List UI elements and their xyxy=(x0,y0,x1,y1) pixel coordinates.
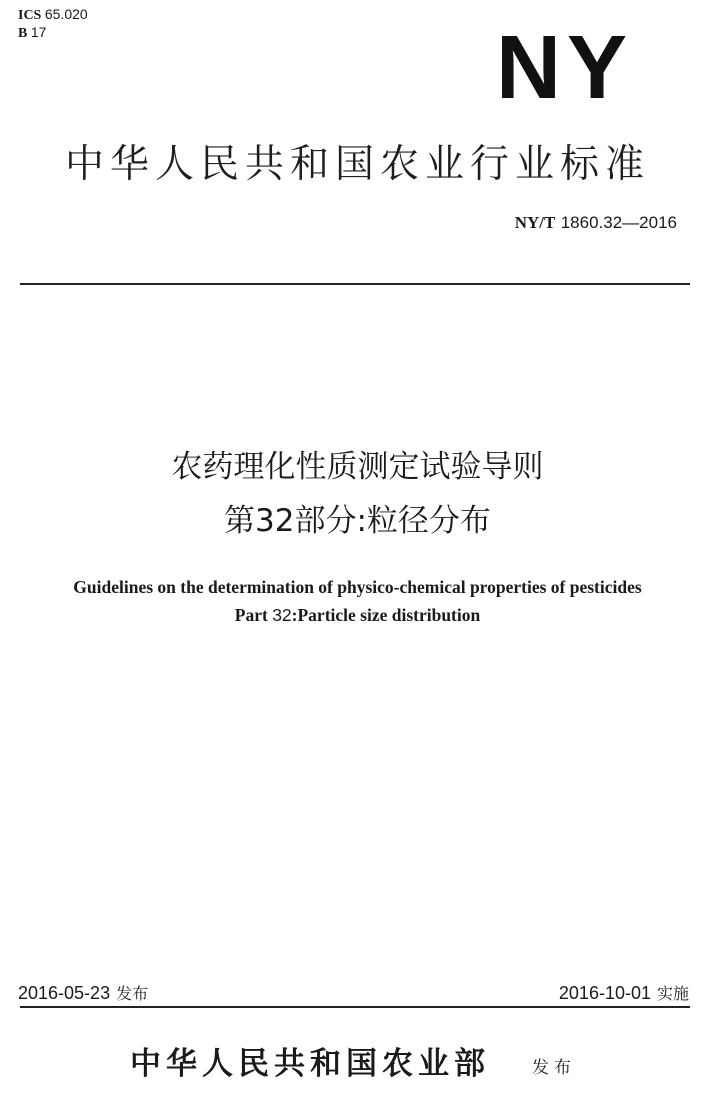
standard-number-prefix: NY/T xyxy=(514,213,556,232)
classification-codes xyxy=(18,6,88,42)
effective-date xyxy=(559,981,689,1006)
top-divider xyxy=(20,283,690,285)
effective-date-word: 实施 xyxy=(656,984,689,1003)
ics-code xyxy=(18,6,88,24)
class-label: B xyxy=(18,26,28,41)
class-value: 17 xyxy=(30,24,47,40)
chinese-title-line-2: 第32部分:粒径分布 xyxy=(224,503,491,539)
standard-category-title: 中华人民共和国农业行业标准 xyxy=(64,142,650,187)
standard-number-value: 1860.32—2016 xyxy=(560,213,677,232)
english-part-name: :Particle size distribution xyxy=(291,605,481,625)
english-title-line-2 xyxy=(0,603,715,627)
effective-date-value: 2016-10-01 xyxy=(558,983,651,1003)
standard-number xyxy=(515,212,677,234)
chinese-title-line-1: 农药理化性质测定试验导则 xyxy=(171,449,544,485)
ics-label: ICS xyxy=(18,8,42,23)
issue-date-word: 发布 xyxy=(116,984,149,1003)
english-part-label: Part xyxy=(234,605,268,625)
issuing-word: 发布 xyxy=(532,1058,576,1078)
english-part-number: 32 xyxy=(272,605,292,625)
class-code xyxy=(18,24,88,42)
english-title-line-1: Guidelines on the determination of physico-chemical properties of pesticides xyxy=(73,577,642,597)
bottom-divider xyxy=(20,1006,690,1008)
issue-date xyxy=(18,981,148,1006)
ny-logo: NY xyxy=(496,18,634,118)
issue-date-value: 2016-05-23 xyxy=(18,983,111,1003)
issuing-authority: 中华人民共和国农业部 xyxy=(130,1046,490,1082)
ics-value: 65.020 xyxy=(44,6,88,22)
